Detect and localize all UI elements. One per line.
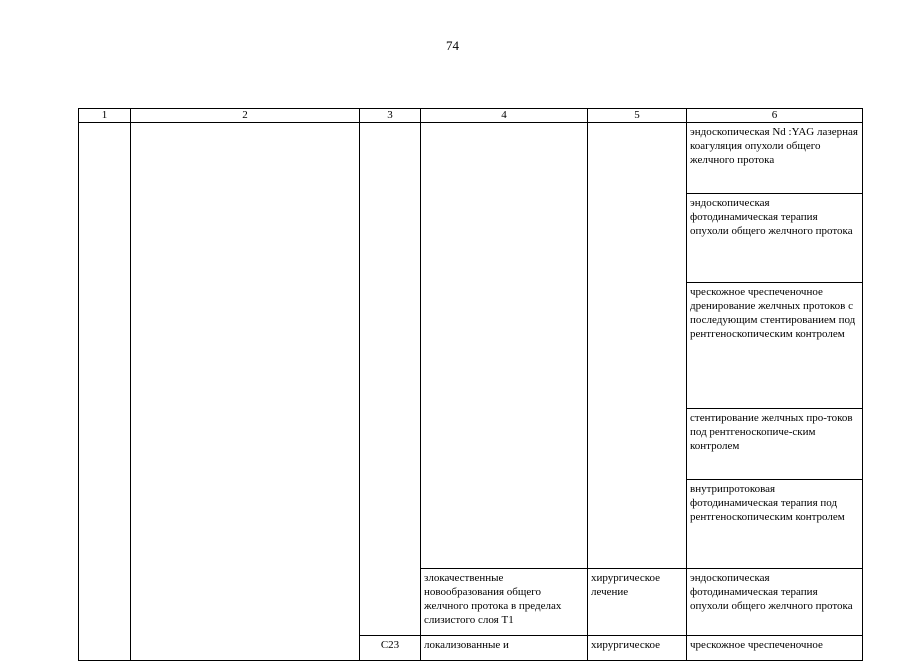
cell-treatment-type: хирургическое xyxy=(588,636,687,661)
column-header-6: 6 xyxy=(687,109,863,123)
page-number: 74 xyxy=(446,38,459,53)
cell-col1-empty xyxy=(79,123,131,661)
column-header-3: 3 xyxy=(360,109,421,123)
cell-treatment-method: эндоскопическая фотодинамическая терапия опухоли общего желчного протока xyxy=(687,193,863,282)
cell-col5-empty xyxy=(588,123,687,569)
column-header-5: 5 xyxy=(588,109,687,123)
column-header-2: 2 xyxy=(131,109,360,123)
cell-icd-code: C23 xyxy=(360,636,421,661)
cell-col3-empty xyxy=(360,123,421,636)
cell-treatment-method: чрескожное чреспеченочное дренирование желчных протоков с последующим стентированием под рентгеноскопическим контролем xyxy=(687,282,863,408)
cell-treatment-method: внутрипротоковая фотодинамическая терапия под рентгеноскопическим контролем xyxy=(687,479,863,568)
column-header-1: 1 xyxy=(79,109,131,123)
cell-diagnosis: злокачественные новообразования общего желчного протока в пределах слизистого слоя Т1 xyxy=(421,569,588,636)
cell-col2-empty xyxy=(131,123,360,661)
table-row xyxy=(79,123,863,194)
column-header-4: 4 xyxy=(421,109,588,123)
cell-diagnosis: локализованные и xyxy=(421,636,588,661)
cell-treatment-method: эндоскопическая фотодинамическая терапия опухоли общего желчного протока xyxy=(687,569,863,636)
cell-treatment-method: эндоскопическая Nd :YAG лазерная коагуляция опухоли общего желчного протока xyxy=(687,123,863,194)
cell-treatment-method: чрескожное чреспеченочное xyxy=(687,636,863,661)
medical-procedures-table xyxy=(78,108,863,661)
cell-col4-empty xyxy=(421,123,588,569)
cell-treatment-method: стентирование желчных про-токов под рентгеноскопиче-ским контролем xyxy=(687,409,863,480)
table-header-row xyxy=(79,109,863,123)
cell-treatment-type: хирургическое лечение xyxy=(588,569,687,636)
